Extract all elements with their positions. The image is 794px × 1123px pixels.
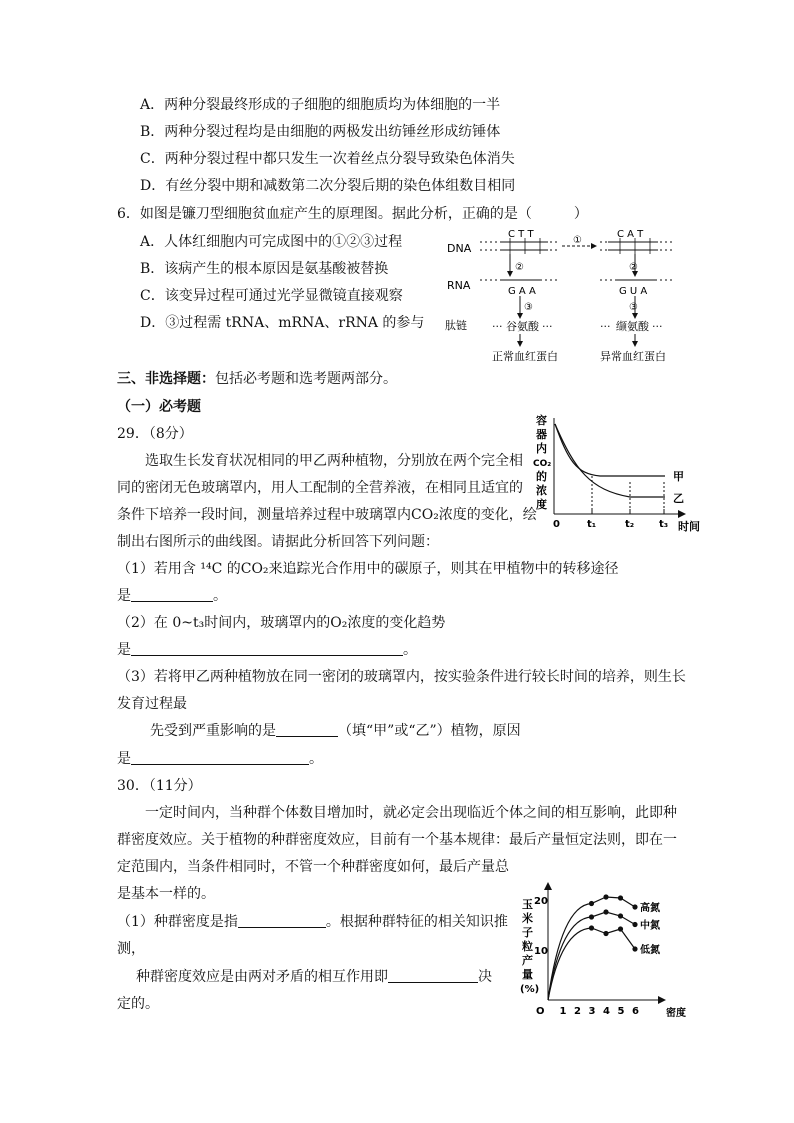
q6-option-a: A．人体红细胞内可完成图中的①②③过程 <box>140 234 403 250</box>
yield-chart-xlabel: 密度 <box>666 1008 686 1019</box>
section3-desc: 包括必考题和选考题两部分。 <box>215 371 397 387</box>
q30-paragraph-2: 群密度效应。关于植物的种群密度效应，目前有一个基本规律：最后产量恒定法则，即在一 <box>117 832 677 848</box>
yield-point <box>589 925 594 930</box>
q30-sub1-blank1[interactable] <box>238 913 326 928</box>
sickle-cell-diagram <box>440 226 685 366</box>
q29-sub3-cont: 发育过程最 <box>117 696 187 712</box>
mutant-amino-acid: 缬氨酸 <box>616 320 649 333</box>
q29-sub2-answer-pre: 是 <box>117 642 131 658</box>
q29-sub2-answer-post: 。 <box>403 642 417 658</box>
yield-point <box>589 914 594 919</box>
q29-sub1: （1）若用含 ¹⁴C 的CO₂来追踪光合作用中的碳原子，则其在甲植物中的转移途径 <box>117 561 619 577</box>
dna-label: DNA <box>447 242 472 255</box>
tick-t1: t₁ <box>587 519 597 530</box>
svg-text:···: ··· <box>652 320 663 333</box>
svg-text:(%): (%) <box>520 984 540 995</box>
q6-option-d: D．③过程需 tRNA、mRNA、rRNA 的参与 <box>140 315 425 331</box>
q30-head: 30．（11分） <box>117 778 202 794</box>
series-yi-label: 乙 <box>673 492 684 505</box>
q29-sub3-answer2 <box>117 750 323 768</box>
q30-paragraph-1: 一定时间内，当种群个体数目增加时，就必定会出现临近个体之间的相互影响，此即种 <box>145 805 677 821</box>
yield-point <box>603 909 608 914</box>
q29-sub3: （3）若将甲乙两种植物放在同一密闭的玻璃罩内，按实验条件进行较长时间的培养，则生长 <box>117 669 686 685</box>
svg-text:米: 米 <box>522 912 533 925</box>
q29-sub3-answer1-pre: 先受到严重影响的是 <box>150 723 276 739</box>
q29-sub2-blank[interactable] <box>131 641 403 656</box>
q30-sub1-pre: （1）种群密度是指 <box>117 914 238 930</box>
yield-x-tick: 1 <box>559 1006 567 1017</box>
q29-paragraph-4: 制出右图所示的曲线图。请据此分析回答下列问题： <box>117 534 439 550</box>
q30-sub1-cont: 测， <box>117 941 145 957</box>
q29-sub1-answer-pre: 是 <box>117 588 131 604</box>
yield-x-tick: 6 <box>632 1006 639 1017</box>
co2-concentration-chart <box>530 410 710 534</box>
section3-heading <box>117 370 397 388</box>
svg-text:子: 子 <box>522 926 533 939</box>
step3-mutant: ③ <box>629 302 638 313</box>
svg-text:的: 的 <box>536 470 547 483</box>
q29-sub2-answer <box>117 641 417 659</box>
mutant-mrna-codon: G U A <box>619 286 648 297</box>
q29-sub3-answer2-pre: 是 <box>117 751 131 767</box>
series-jia-line <box>555 424 665 476</box>
q29-paragraph-1: 选取生长发育状况相同的甲乙两种植物，分别放在两个完全相 <box>145 453 523 469</box>
q29-paragraph-3: 条件下培养一段时间，测量培养过程中玻璃罩内CO₂浓度的变化，绘 <box>117 507 537 523</box>
series-jia-label: 甲 <box>673 470 684 483</box>
yield-density-chart <box>512 878 692 1020</box>
yield-x-tick: 4 <box>603 1006 610 1017</box>
q5-option-b: B．两种分裂过程均是由细胞的两极发出纺锤丝形成纺锤体 <box>140 124 501 140</box>
q6-option-c: C．该变异过程可通过光学显微镜直接观察 <box>140 288 403 304</box>
tick-t3: t₃ <box>659 519 669 530</box>
yield-x-tick: 5 <box>617 1006 625 1017</box>
yield-x-tick: 3 <box>588 1006 596 1017</box>
yield-point <box>618 913 623 918</box>
normal-amino-acid: 谷氨酸 <box>506 320 539 333</box>
step2-normal: ② <box>515 262 524 273</box>
yield-point <box>603 931 608 936</box>
tick-t2: t₂ <box>625 519 635 530</box>
svg-text:量: 量 <box>522 968 533 981</box>
svg-text:玉: 玉 <box>522 898 533 911</box>
q29-sub3-answer2-post: 。 <box>309 751 323 767</box>
q30-paragraph-3: 定范围内，当条件相同时，不管一个种群密度如何，最后产量总 <box>117 859 509 875</box>
q29-sub2: （2）在 0~t₃时间内，玻璃罩内的O₂浓度的变化趋势 <box>117 615 446 631</box>
yield-y-tick: 20 <box>534 896 548 907</box>
normal-dna-codon: C T T <box>508 229 534 240</box>
q29-head: 29．（8分） <box>117 426 193 442</box>
mutant-protein: 异常血红蛋白 <box>600 350 666 363</box>
yield-point <box>632 946 637 951</box>
yield-point <box>589 901 594 906</box>
svg-text:···: ··· <box>492 320 503 333</box>
yield-point <box>632 922 637 927</box>
svg-text:粒: 粒 <box>522 940 533 953</box>
q29-paragraph-2: 同的密闭无色玻璃罩内，用人工配制的全营养液，在相同且适宜的 <box>117 480 523 496</box>
q29-sub1-blank[interactable] <box>131 587 213 602</box>
peptide-label: 肽链 <box>445 319 467 332</box>
q5-option-d: D．有丝分裂中期和减数第二次分裂后期的染色体组数目相同 <box>140 178 516 194</box>
step2-mutant: ② <box>629 262 638 273</box>
yield-series-label: 低氮 <box>640 945 660 956</box>
normal-dna-strands <box>480 238 560 254</box>
svg-text:容: 容 <box>536 414 547 427</box>
svg-text:内: 内 <box>536 442 547 455</box>
step1-label: ① <box>573 235 582 246</box>
co2-chart-ylabel <box>533 413 551 511</box>
svg-text:···: ··· <box>542 320 553 333</box>
q5-option-c: C．两种分裂过程中都只发生一次着丝点分裂导致染色体消失 <box>140 151 515 167</box>
yield-point <box>618 895 623 900</box>
q30-sub1 <box>117 913 508 931</box>
yield-x-tick: 2 <box>574 1006 581 1017</box>
yield-series-label: 高氮 <box>640 903 660 914</box>
yield-point <box>603 894 608 899</box>
q30-paragraph-4: 是基本一样的。 <box>117 886 215 902</box>
q30-sub1-answer <box>136 968 492 986</box>
svg-text:器: 器 <box>536 428 547 441</box>
mutant-dna-codon: C A T <box>617 229 644 240</box>
co2-chart-xlabel: 时间 <box>678 520 700 533</box>
rna-label: RNA <box>447 279 471 292</box>
q29-sub3-blank2[interactable] <box>131 750 309 765</box>
yield-series-label: 中氮 <box>640 920 660 932</box>
svg-text:产: 产 <box>522 954 533 967</box>
q30-sub1-blank2[interactable] <box>388 968 478 983</box>
svg-text:度: 度 <box>536 498 547 511</box>
step3-normal: ③ <box>524 302 533 313</box>
tick-0: 0 <box>553 519 560 530</box>
normal-protein: 正常血红蛋白 <box>492 350 558 363</box>
q30-sub1-answer-post: 决 <box>478 969 492 985</box>
yield-point <box>632 904 637 909</box>
q6-option-b: B．该病产生的根本原因是氨基酸被替换 <box>140 261 389 277</box>
svg-text:CO₂: CO₂ <box>533 459 552 469</box>
svg-text:···: ··· <box>600 320 611 333</box>
q29-sub3-answer1-post: （填“甲”或“乙”）植物，原因 <box>338 723 521 739</box>
section3-title: 三、非选择题： <box>117 371 215 387</box>
q30-sub1-answer-pre: 种群密度效应是由两对矛盾的相互作用即 <box>136 969 388 985</box>
yield-point <box>618 926 623 931</box>
yield-y-tick: 10 <box>534 946 548 957</box>
q30-sub1-end: 定的。 <box>117 996 159 1012</box>
q29-sub1-answer-post: 。 <box>213 588 227 604</box>
q29-sub3-blank1[interactable] <box>276 722 338 737</box>
normal-mrna-codon: G A A <box>508 286 536 297</box>
q5-option-a: A．两种分裂最终形成的子细胞的细胞质均为体细胞的一半 <box>140 97 501 113</box>
mutant-dna-strands <box>600 238 675 254</box>
q29-sub1-answer <box>117 587 227 605</box>
svg-text:浓: 浓 <box>536 484 547 497</box>
q29-sub3-answer1 <box>150 722 521 740</box>
required-subtitle: （一）必考题 <box>117 399 201 415</box>
q6-stem: 6．如图是镰刀型细胞贫血症产生的原理图。据此分析，正确的是（ ） <box>117 206 588 222</box>
yield-x-tick: O <box>536 1006 545 1017</box>
q30-sub1-post: 。根据种群特征的相关知识推 <box>325 914 508 930</box>
